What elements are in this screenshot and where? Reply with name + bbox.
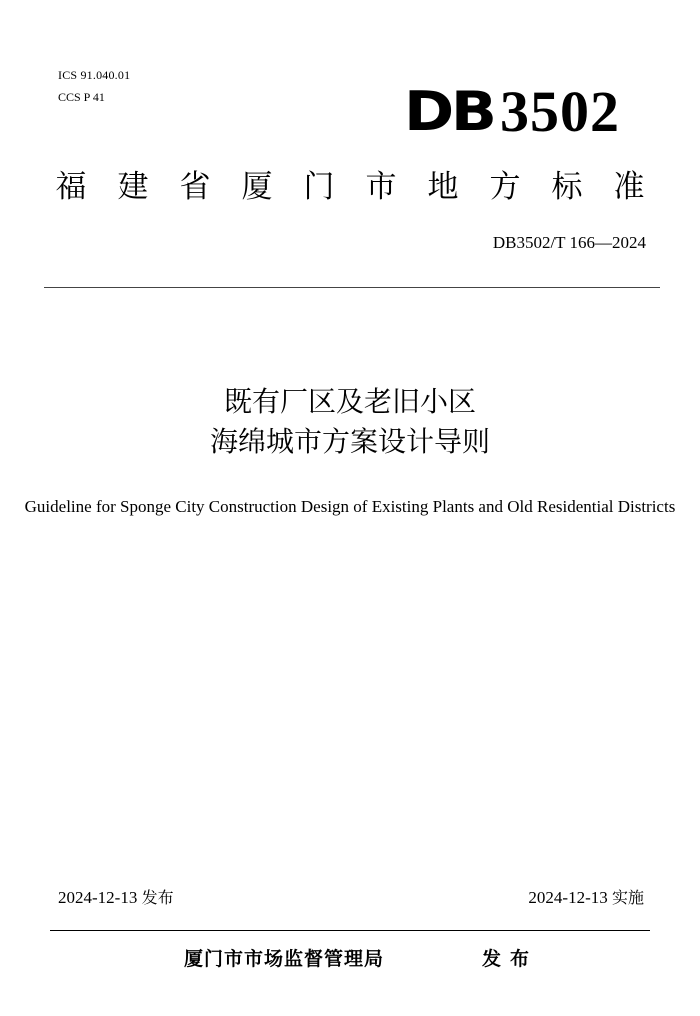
standard-type-char: 厦 (241, 169, 273, 205)
standard-type-char: 省 (179, 169, 211, 205)
title-cn-line-1: 既有厂区及老旧小区 (223, 385, 476, 418)
db-logo-prefix: DB (404, 80, 494, 143)
top-divider (44, 287, 660, 288)
standard-number: DB3502/T 166—2024 (492, 233, 646, 252)
publish-date-block (58, 886, 174, 910)
publish-date: 2024-12-13 (58, 888, 138, 907)
publisher-action: 发布 (482, 948, 539, 970)
title-en: Guideline for Sponge City Construction Design of Existing Plants and Old Residential Districts (24, 497, 676, 516)
standard-type-char: 准 (613, 169, 645, 205)
bottom-divider (50, 930, 650, 931)
ccs-code: CCS P 41 (58, 90, 105, 104)
standard-type-char: 方 (489, 169, 521, 205)
standard-type-char: 门 (303, 169, 335, 205)
implement-date-block (528, 886, 644, 910)
standard-type-title (40, 165, 660, 209)
standard-type-char: 建 (117, 169, 149, 205)
standard-type-char: 标 (551, 169, 583, 205)
standard-type-char: 市 (365, 169, 397, 205)
db-logo-number: 3502 (500, 79, 620, 144)
standard-type-char: 地 (427, 169, 459, 205)
db-logo (404, 79, 620, 144)
standard-type-char: 福 (55, 169, 87, 205)
publisher-name: 厦门市市场监督管理局 (184, 948, 385, 970)
implement-label: 实施 (611, 888, 644, 907)
title-cn-line-2: 海绵城市方案设计导则 (209, 425, 490, 458)
publish-label: 发布 (141, 888, 174, 907)
ics-code: ICS 91.040.01 (58, 68, 131, 82)
implement-date: 2024-12-13 (528, 888, 608, 907)
